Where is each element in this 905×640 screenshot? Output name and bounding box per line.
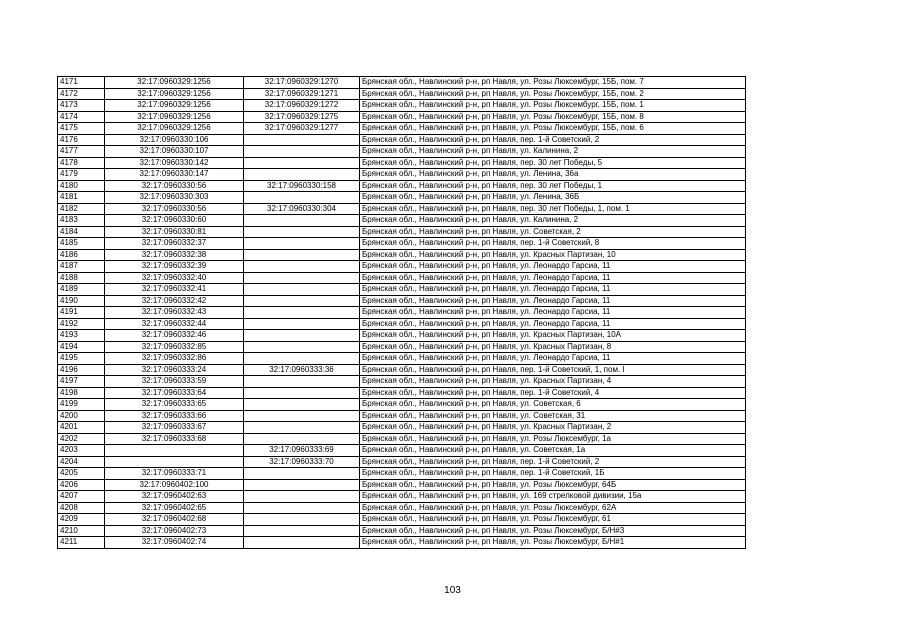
cadastral-number-cell: 32:17:0960330:81 <box>105 226 244 238</box>
cadastral-number-cell: 32:17:0960332:86 <box>105 353 244 365</box>
cadastral-number-cell: 32:17:0960402:65 <box>105 502 244 514</box>
table-row <box>58 295 746 307</box>
table-row <box>58 537 746 549</box>
cadastral-number-cell: 32:17:0960332:41 <box>105 284 244 296</box>
address-cell: Брянская обл., Навлинский р-н, рп Навля, ул. Красных Партизан, 4 <box>360 376 746 388</box>
row-number-cell: 4199 <box>58 399 105 411</box>
address-cell: Брянская обл., Навлинский р-н, рп Навля, пер. 1-й Советский, 2 <box>360 134 746 146</box>
address-cell: Брянская обл., Навлинский р-н, рп Навля, ул. Красных Партизан, 8 <box>360 341 746 353</box>
previous-number-cell <box>244 422 360 434</box>
table-row <box>58 215 746 227</box>
table-row <box>58 88 746 100</box>
previous-number-cell <box>244 157 360 169</box>
cadastral-number-cell: 32:17:0960402:100 <box>105 479 244 491</box>
row-number-cell: 4202 <box>58 433 105 445</box>
cadastral-number-cell: 32:17:0960330:303 <box>105 192 244 204</box>
address-cell: Брянская обл., Навлинский р-н, рп Навля, ул. Розы Люксембург, 15Б, пом. 7 <box>360 77 746 89</box>
row-number-cell: 4187 <box>58 261 105 273</box>
table-row <box>58 502 746 514</box>
row-number-cell: 4196 <box>58 364 105 376</box>
row-number-cell: 4190 <box>58 295 105 307</box>
row-number-cell: 4188 <box>58 272 105 284</box>
table-row <box>58 330 746 342</box>
row-number-cell: 4179 <box>58 169 105 181</box>
cadastral-number-cell: 32:17:0960330:147 <box>105 169 244 181</box>
previous-number-cell <box>244 146 360 158</box>
table-row <box>58 341 746 353</box>
table-row <box>58 111 746 123</box>
address-cell: Брянская обл., Навлинский р-н, рп Навля, ул. 169 стрелковой дивизии, 15а <box>360 491 746 503</box>
table-row <box>58 226 746 238</box>
table-row <box>58 238 746 250</box>
cadastral-number-cell: 32:17:0960332:85 <box>105 341 244 353</box>
address-cell: Брянская обл., Навлинский р-н, рп Навля, ул. Ленина, 36а <box>360 169 746 181</box>
page-number: 103 <box>444 585 461 596</box>
cadastral-number-cell: 32:17:0960333:71 <box>105 468 244 480</box>
address-cell: Брянская обл., Навлинский р-н, рп Навля, ул. Леонардо Гарсиа, 11 <box>360 284 746 296</box>
cadastral-number-cell: 32:17:0960333:67 <box>105 422 244 434</box>
previous-number-cell <box>244 272 360 284</box>
table-row <box>58 410 746 422</box>
cadastral-number-cell: 32:17:0960329:1256 <box>105 88 244 100</box>
address-cell: Брянская обл., Навлинский р-н, рп Навля, пер. 1-й Советский, 1Б <box>360 468 746 480</box>
address-cell: Брянская обл., Навлинский р-н, рп Навля, ул. Розы Люксембург, 62А <box>360 502 746 514</box>
previous-number-cell: 32:17:0960329:1270 <box>244 77 360 89</box>
cadastral-number-cell: 32:17:0960332:39 <box>105 261 244 273</box>
row-number-cell: 4192 <box>58 318 105 330</box>
address-cell: Брянская обл., Навлинский р-н, рп Навля, ул. Леонардо Гарсиа, 11 <box>360 261 746 273</box>
previous-number-cell <box>244 169 360 181</box>
address-cell: Брянская обл., Навлинский р-н, рп Навля, ул. Советская, 1а <box>360 445 746 457</box>
address-cell: Брянская обл., Навлинский р-н, рп Навля, ул. Розы Люксембург, 15Б, пом. 2 <box>360 88 746 100</box>
address-cell: Брянская обл., Навлинский р-н, рп Навля, пер. 1-й Советский, 2 <box>360 456 746 468</box>
cadastral-number-cell: 32:17:0960332:44 <box>105 318 244 330</box>
previous-number-cell <box>244 387 360 399</box>
address-cell: Брянская обл., Навлинский р-н, рп Навля, ул. Советская, 2 <box>360 226 746 238</box>
row-number-cell: 4208 <box>58 502 105 514</box>
cadastral-number-cell <box>105 445 244 457</box>
previous-number-cell <box>244 238 360 250</box>
row-number-cell: 4193 <box>58 330 105 342</box>
cadastral-number-cell: 32:17:0960329:1256 <box>105 123 244 135</box>
previous-number-cell <box>244 479 360 491</box>
table-row <box>58 433 746 445</box>
row-number-cell: 4191 <box>58 307 105 319</box>
registry-table <box>57 76 746 549</box>
table-row <box>58 123 746 135</box>
table-row <box>58 261 746 273</box>
address-cell: Брянская обл., Навлинский р-н, рп Навля, ул. Розы Люксембург, 1а <box>360 433 746 445</box>
previous-number-cell: 32:17:0960330:158 <box>244 180 360 192</box>
row-number-cell: 4176 <box>58 134 105 146</box>
previous-number-cell <box>244 307 360 319</box>
table-row <box>58 284 746 296</box>
address-cell: Брянская обл., Навлинский р-н, рп Навля, пер. 30 лет Победы, 5 <box>360 157 746 169</box>
cadastral-number-cell: 32:17:0960330:106 <box>105 134 244 146</box>
address-cell: Брянская обл., Навлинский р-н, рп Навля, ул. Советская, 6 <box>360 399 746 411</box>
registry-table-body <box>58 77 746 549</box>
table-row <box>58 399 746 411</box>
cadastral-number-cell: 32:17:0960332:37 <box>105 238 244 250</box>
cadastral-number-cell: 32:17:0960329:1256 <box>105 100 244 112</box>
cadastral-number-cell: 32:17:0960330:60 <box>105 215 244 227</box>
previous-number-cell <box>244 353 360 365</box>
cadastral-number-cell: 32:17:0960332:46 <box>105 330 244 342</box>
previous-number-cell <box>244 433 360 445</box>
table-row <box>58 146 746 158</box>
row-number-cell: 4200 <box>58 410 105 422</box>
table-row <box>58 272 746 284</box>
row-number-cell: 4184 <box>58 226 105 238</box>
previous-number-cell <box>244 192 360 204</box>
previous-number-cell <box>244 514 360 526</box>
previous-number-cell <box>244 330 360 342</box>
row-number-cell: 4183 <box>58 215 105 227</box>
table-row <box>58 422 746 434</box>
address-cell: Брянская обл., Навлинский р-н, рп Навля, ул. Леонардо Гарсиа, 11 <box>360 272 746 284</box>
previous-number-cell: 32:17:0960329:1277 <box>244 123 360 135</box>
cadastral-number-cell: 32:17:0960402:68 <box>105 514 244 526</box>
address-cell: Брянская обл., Навлинский р-н, рп Навля, ул. Калинина, 2 <box>360 215 746 227</box>
cadastral-number-cell: 32:17:0960402:74 <box>105 537 244 549</box>
cadastral-number-cell: 32:17:0960329:1256 <box>105 111 244 123</box>
table-row <box>58 445 746 457</box>
address-cell: Брянская обл., Навлинский р-н, рп Навля, ул. Розы Люксембург, Б/Н#3 <box>360 525 746 537</box>
previous-number-cell: 32:17:0960333:69 <box>244 445 360 457</box>
table-row <box>58 468 746 480</box>
row-number-cell: 4198 <box>58 387 105 399</box>
table-row <box>58 249 746 261</box>
row-number-cell: 4185 <box>58 238 105 250</box>
table-row <box>58 353 746 365</box>
address-cell: Брянская обл., Навлинский р-н, рп Навля, пер. 1-й Советский, 4 <box>360 387 746 399</box>
row-number-cell: 4189 <box>58 284 105 296</box>
address-cell: Брянская обл., Навлинский р-н, рп Навля, ул. Розы Люксембург, 61 <box>360 514 746 526</box>
table-row <box>58 514 746 526</box>
table-row <box>58 387 746 399</box>
cadastral-number-cell: 32:17:0960333:65 <box>105 399 244 411</box>
address-cell: Брянская обл., Навлинский р-н, рп Навля, ул. Красных Партизан, 2 <box>360 422 746 434</box>
cadastral-number-cell: 32:17:0960333:24 <box>105 364 244 376</box>
row-number-cell: 4171 <box>58 77 105 89</box>
address-cell: Брянская обл., Навлинский р-н, рп Навля, ул. Красных Партизан, 10А <box>360 330 746 342</box>
row-number-cell: 4209 <box>58 514 105 526</box>
cadastral-number-cell: 32:17:0960332:43 <box>105 307 244 319</box>
previous-number-cell: 32:17:0960329:1272 <box>244 100 360 112</box>
row-number-cell: 4194 <box>58 341 105 353</box>
previous-number-cell <box>244 410 360 422</box>
previous-number-cell <box>244 261 360 273</box>
row-number-cell: 4182 <box>58 203 105 215</box>
previous-number-cell <box>244 399 360 411</box>
address-cell: Брянская обл., Навлинский р-н, рп Навля, ул. Розы Люксембург, 15Б, пом. 8 <box>360 111 746 123</box>
cadastral-number-cell: 32:17:0960330:56 <box>105 203 244 215</box>
address-cell: Брянская обл., Навлинский р-н, рп Навля, ул. Розы Люксембург, Б/Н#1 <box>360 537 746 549</box>
address-cell: Брянская обл., Навлинский р-н, рп Навля, пер. 1-й Советский, 1, пом. I <box>360 364 746 376</box>
row-number-cell: 4201 <box>58 422 105 434</box>
previous-number-cell <box>244 226 360 238</box>
address-cell: Брянская обл., Навлинский р-н, рп Навля, ул. Леонардо Гарсиа, 11 <box>360 307 746 319</box>
table-row <box>58 318 746 330</box>
table-row <box>58 525 746 537</box>
previous-number-cell <box>244 468 360 480</box>
table-row <box>58 203 746 215</box>
table-row <box>58 77 746 89</box>
row-number-cell: 4177 <box>58 146 105 158</box>
row-number-cell: 4180 <box>58 180 105 192</box>
table-row <box>58 479 746 491</box>
row-number-cell: 4205 <box>58 468 105 480</box>
previous-number-cell <box>244 537 360 549</box>
previous-number-cell <box>244 215 360 227</box>
address-cell: Брянская обл., Навлинский р-н, рп Навля, ул. Розы Люксембург, 15Б, пом. 1 <box>360 100 746 112</box>
cadastral-number-cell: 32:17:0960402:73 <box>105 525 244 537</box>
row-number-cell: 4181 <box>58 192 105 204</box>
previous-number-cell <box>244 525 360 537</box>
document-page <box>57 76 746 549</box>
previous-number-cell: 32:17:0960329:1271 <box>244 88 360 100</box>
row-number-cell: 4195 <box>58 353 105 365</box>
table-row <box>58 376 746 388</box>
previous-number-cell <box>244 249 360 261</box>
cadastral-number-cell: 32:17:0960330:107 <box>105 146 244 158</box>
row-number-cell: 4210 <box>58 525 105 537</box>
row-number-cell: 4207 <box>58 491 105 503</box>
previous-number-cell <box>244 295 360 307</box>
cadastral-number-cell: 32:17:0960332:38 <box>105 249 244 261</box>
cadastral-number-cell: 32:17:0960333:66 <box>105 410 244 422</box>
cadastral-number-cell: 32:17:0960330:142 <box>105 157 244 169</box>
cadastral-number-cell: 32:17:0960333:59 <box>105 376 244 388</box>
table-row <box>58 192 746 204</box>
table-row <box>58 134 746 146</box>
address-cell: Брянская обл., Навлинский р-н, рп Навля, ул. Леонардо Гарсиа, 11 <box>360 318 746 330</box>
table-row <box>58 100 746 112</box>
table-row <box>58 180 746 192</box>
row-number-cell: 4172 <box>58 88 105 100</box>
address-cell: Брянская обл., Навлинский р-н, рп Навля, ул. Красных Партизан, 10 <box>360 249 746 261</box>
previous-number-cell: 32:17:0960333:36 <box>244 364 360 376</box>
table-row <box>58 157 746 169</box>
cadastral-number-cell: 32:17:0960402:63 <box>105 491 244 503</box>
cadastral-number-cell: 32:17:0960332:42 <box>105 295 244 307</box>
address-cell: Брянская обл., Навлинский р-н, рп Навля, ул. Розы Люксембург, 64Б <box>360 479 746 491</box>
table-row <box>58 364 746 376</box>
previous-number-cell <box>244 491 360 503</box>
cadastral-number-cell: 32:17:0960329:1256 <box>105 77 244 89</box>
cadastral-number-cell: 32:17:0960330:56 <box>105 180 244 192</box>
table-row <box>58 491 746 503</box>
previous-number-cell <box>244 376 360 388</box>
previous-number-cell <box>244 284 360 296</box>
row-number-cell: 4178 <box>58 157 105 169</box>
previous-number-cell <box>244 502 360 514</box>
row-number-cell: 4203 <box>58 445 105 457</box>
table-row <box>58 456 746 468</box>
address-cell: Брянская обл., Навлинский р-н, рп Навля, ул. Калинина, 2 <box>360 146 746 158</box>
cadastral-number-cell <box>105 456 244 468</box>
address-cell: Брянская обл., Навлинский р-н, рп Навля, пер. 1-й Советский, 8 <box>360 238 746 250</box>
address-cell: Брянская обл., Навлинский р-н, рп Навля, ул. Советская, 31 <box>360 410 746 422</box>
row-number-cell: 4204 <box>58 456 105 468</box>
previous-number-cell <box>244 341 360 353</box>
address-cell: Брянская обл., Навлинский р-н, рп Навля, пер. 30 лет Победы, 1 <box>360 180 746 192</box>
address-cell: Брянская обл., Навлинский р-н, рп Навля, ул. Леонардо Гарсиа, 11 <box>360 353 746 365</box>
row-number-cell: 4206 <box>58 479 105 491</box>
cadastral-number-cell: 32:17:0960333:64 <box>105 387 244 399</box>
row-number-cell: 4175 <box>58 123 105 135</box>
row-number-cell: 4173 <box>58 100 105 112</box>
row-number-cell: 4211 <box>58 537 105 549</box>
row-number-cell: 4197 <box>58 376 105 388</box>
table-row <box>58 169 746 181</box>
cadastral-number-cell: 32:17:0960333:68 <box>105 433 244 445</box>
table-row <box>58 307 746 319</box>
cadastral-number-cell: 32:17:0960332:40 <box>105 272 244 284</box>
previous-number-cell: 32:17:0960329:1275 <box>244 111 360 123</box>
previous-number-cell: 32:17:0960330:304 <box>244 203 360 215</box>
previous-number-cell <box>244 134 360 146</box>
address-cell: Брянская обл., Навлинский р-н, рп Навля, ул. Леонардо Гарсиа, 11 <box>360 295 746 307</box>
previous-number-cell: 32:17:0960333:70 <box>244 456 360 468</box>
previous-number-cell <box>244 318 360 330</box>
address-cell: Брянская обл., Навлинский р-н, рп Навля, ул. Ленина, 36Б <box>360 192 746 204</box>
row-number-cell: 4186 <box>58 249 105 261</box>
row-number-cell: 4174 <box>58 111 105 123</box>
address-cell: Брянская обл., Навлинский р-н, рп Навля, пер. 30 лет Победы, 1, пом. 1 <box>360 203 746 215</box>
address-cell: Брянская обл., Навлинский р-н, рп Навля, ул. Розы Люксембург, 15Б, пом. 6 <box>360 123 746 135</box>
